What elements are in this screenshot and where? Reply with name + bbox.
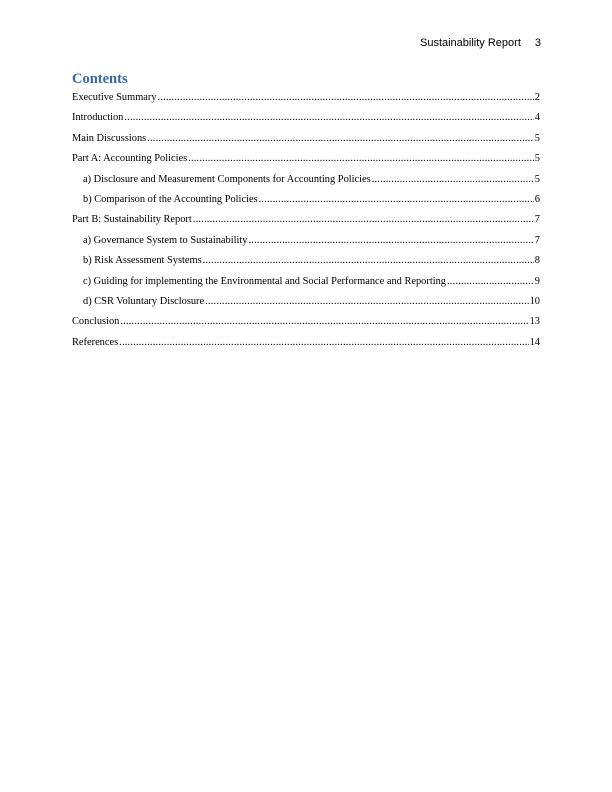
toc-entry-page: 2 bbox=[534, 92, 540, 103]
toc-entry-page: 10 bbox=[529, 295, 540, 307]
running-header bbox=[420, 37, 541, 49]
toc-dot-leader bbox=[147, 132, 534, 146]
toc-dot-leader bbox=[124, 111, 533, 125]
toc-entry-part-b-csr[interactable] bbox=[72, 295, 540, 315]
toc-entry-executive-summary[interactable] bbox=[72, 91, 540, 111]
header-page-number: 3 bbox=[534, 37, 541, 49]
toc-entry-part-b[interactable] bbox=[72, 213, 540, 233]
toc-entry-page: 8 bbox=[534, 255, 540, 267]
toc-dot-leader bbox=[188, 152, 534, 166]
toc-dot-leader bbox=[372, 173, 534, 187]
toc-entry-part-b-risk[interactable] bbox=[72, 254, 540, 274]
toc-dot-leader bbox=[205, 295, 528, 309]
toc-entry-page: 7 bbox=[534, 214, 540, 226]
toc-dot-leader bbox=[203, 254, 534, 268]
toc-entry-main-discussions[interactable] bbox=[72, 132, 540, 152]
toc-dot-leader bbox=[119, 336, 528, 350]
toc-dot-leader bbox=[447, 275, 534, 289]
toc-entry-page: 9 bbox=[534, 275, 540, 287]
toc-entry-label: Part A: Accounting Policies bbox=[72, 153, 188, 165]
toc-entry-references[interactable] bbox=[72, 336, 540, 356]
toc-entry-part-b-guiding[interactable] bbox=[72, 275, 540, 295]
toc-dot-leader bbox=[158, 91, 534, 105]
toc-entry-page: 13 bbox=[529, 316, 540, 328]
toc-entry-part-a[interactable] bbox=[72, 152, 540, 172]
table-of-contents bbox=[72, 91, 540, 356]
toc-entry-part-a-disclosure[interactable] bbox=[72, 173, 540, 193]
toc-entry-label: b) Comparison of the Accounting Policies bbox=[83, 193, 258, 205]
toc-entry-label: d) CSR Voluntary Disclosure bbox=[83, 295, 205, 307]
toc-entry-page: 4 bbox=[534, 112, 540, 124]
toc-entry-label: c) Guiding for implementing the Environmental and Social Performance and Reporting bbox=[83, 275, 446, 287]
toc-entry-label: Conclusion bbox=[72, 316, 120, 328]
contents-heading: Contents bbox=[72, 71, 128, 87]
toc-entry-label: Main Discussions bbox=[72, 132, 147, 144]
header-title: Sustainability Report bbox=[419, 37, 521, 49]
toc-dot-leader bbox=[249, 234, 534, 248]
toc-entry-label: a) Governance System to Sustainability bbox=[83, 234, 248, 246]
toc-entry-label: b) Risk Assessment Systems bbox=[83, 255, 202, 267]
toc-entry-page: 6 bbox=[534, 193, 540, 205]
toc-entry-page: 5 bbox=[534, 173, 540, 185]
toc-entry-label: Introduction bbox=[72, 112, 124, 124]
toc-entry-label: Part B: Sustainability Report bbox=[72, 214, 192, 226]
toc-entry-label: Executive Summary bbox=[72, 92, 157, 103]
toc-entry-part-a-comparison[interactable] bbox=[72, 193, 540, 213]
toc-dot-leader bbox=[193, 213, 534, 227]
toc-entry-page: 14 bbox=[529, 336, 540, 348]
toc-dot-leader bbox=[120, 315, 528, 329]
toc-entry-conclusion[interactable] bbox=[72, 315, 540, 335]
toc-entry-page: 7 bbox=[534, 234, 540, 246]
toc-entry-part-b-governance[interactable] bbox=[72, 234, 540, 254]
toc-entry-introduction[interactable] bbox=[72, 111, 540, 131]
toc-entry-page: 5 bbox=[534, 153, 540, 165]
toc-dot-leader bbox=[259, 193, 534, 207]
toc-entry-page: 5 bbox=[534, 132, 540, 144]
toc-entry-label: References bbox=[72, 336, 119, 348]
toc-entry-label: a) Disclosure and Measurement Components for Accounting Policies bbox=[83, 173, 371, 185]
